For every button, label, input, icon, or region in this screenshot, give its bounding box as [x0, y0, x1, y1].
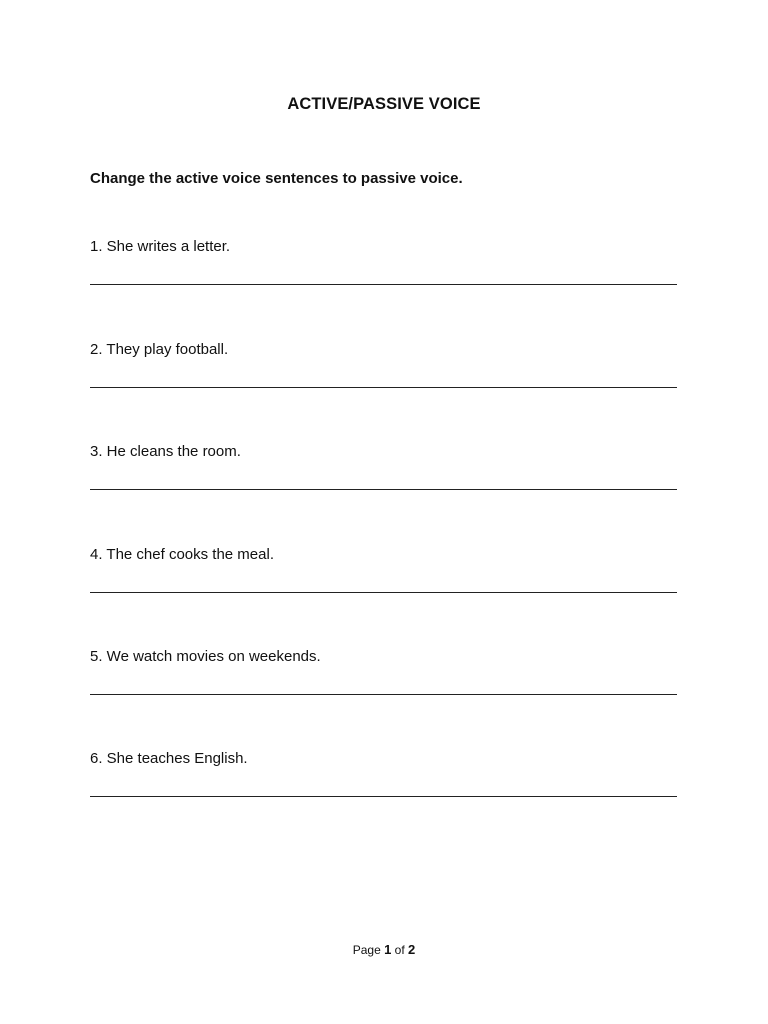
- question-text: 1. She writes a letter.: [90, 238, 231, 255]
- answer-line: [90, 694, 677, 695]
- question-text: 2. They play football.: [90, 341, 229, 358]
- question-text: 5. We watch movies on weekends.: [90, 648, 321, 665]
- instruction-text: Change the active voice sentences to passive voice.: [90, 170, 463, 187]
- page-word: Page: [352, 943, 381, 957]
- worksheet-title: ACTIVE/PASSIVE VOICE: [287, 95, 481, 113]
- question-text: 3. He cleans the room.: [90, 443, 241, 460]
- answer-line: [90, 284, 677, 285]
- question-text: 4. The chef cooks the meal.: [90, 546, 274, 563]
- answer-line: [90, 796, 677, 797]
- answer-line: [90, 592, 677, 593]
- of-word: of: [394, 943, 405, 957]
- question-item: [90, 750, 678, 797]
- current-page-number: 1: [384, 942, 392, 957]
- question-item: [90, 648, 678, 695]
- question-item: [90, 443, 678, 490]
- page-footer: [0, 942, 768, 957]
- question-item: [90, 341, 678, 388]
- question-text: 6. She teaches English.: [90, 750, 248, 767]
- total-pages-number: 2: [408, 942, 416, 957]
- answer-line: [90, 489, 677, 490]
- answer-line: [90, 387, 677, 388]
- question-item: [90, 238, 678, 285]
- question-item: [90, 546, 678, 593]
